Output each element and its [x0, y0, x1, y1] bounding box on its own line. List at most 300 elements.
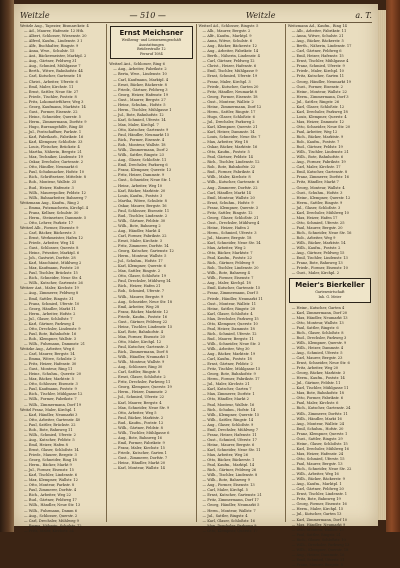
directory-column-2: [106, 24, 195, 522]
directory-entry: — Herm., Monteur, Wallstr. 5: [113, 254, 167, 259]
directory-entry: — Aug., Bäcker, Bäckerstr. 12: [202, 44, 257, 49]
directory-entry: — Anna, Wwe., Schulstr. 15: [24, 49, 75, 54]
directory-entry: — Gust., Zimmerer, Dorfstr. 7: [113, 456, 168, 461]
directory-entry: — Rob., Schmied, Uferstr. 7: [113, 289, 165, 294]
directory-entry: — Emma, Witwe, Schulstr. 2: [24, 357, 76, 362]
directory-entry: — Otto, Händler, Markt 2: [202, 397, 249, 402]
directory-entry: — Wilh., Maurerpolier, Feldstr. 12: [24, 190, 86, 195]
directory-entry: — Karl, Tischler, Lindenstr. 6: [24, 473, 78, 478]
directory-entry: — Paul, Maurer, Bergstr. 20: [291, 225, 343, 230]
directory-entry: — Karl, Tischler, Mühlgasse 11: [291, 386, 349, 391]
directory-entry: — Herm., Zimmermann, Dorfstr. 9: [24, 119, 87, 124]
directory-entry: — Wilh., Zimmermann, Dorf 19: [24, 402, 81, 407]
directory-entry: — Ernst, Schmied, Uferstr. 19: [202, 74, 258, 79]
directory-entry: — Emil, Heizer, Hafenstr. 15: [291, 54, 344, 59]
directory-entry: — Anna, Witwe, Schulstr. 6: [202, 39, 253, 44]
directory-entry: — Rob., Bote, Bahnhofstr. 22: [202, 165, 256, 170]
directory-entry: — Fritz, Lokomotivführer, Weg 3: [24, 99, 84, 104]
directory-entry: — Rob., Bote, Bahnweg 11: [24, 427, 73, 432]
directory-entry: — Wilh., Klempner, Querstr. 15: [202, 412, 260, 417]
directory-entry: — Karl, Bote, Bahnhofstr. 4: [113, 329, 164, 334]
directory-entry: — Karl, Schmied, Uferstr. 14: [113, 117, 166, 122]
ad-title: Meier's Bierkeller: [295, 281, 365, 290]
header-corner: a. T.: [355, 10, 372, 20]
advertisement-meichsner: [110, 26, 192, 59]
directory-entry: — Ernst, Kutscher, Gartenstr. 21: [202, 493, 262, 498]
directory-entry: — Wilh., Tischler, Lindenstr. 21: [291, 150, 349, 155]
directory-entry: — Emil, Arbeiter, Weg 28: [113, 304, 160, 309]
book-binding-right: [386, 0, 400, 532]
directory-entry: — Karl, Maschinist, Mühlweg 2: [24, 261, 82, 266]
directory-entry: — Otto, Schneider, Neue Str. 20: [291, 124, 351, 129]
directory-entry: — Paul, Kaufm., Marktpl. 14: [202, 463, 255, 468]
directory-entry: — Gust., Former, Eisenstr. 22: [24, 109, 78, 114]
directory-entry: — Fritz, Arbeiter, Weg 20: [291, 366, 339, 371]
directory-entry: — Aug., Gärtner, Feldweg 31: [24, 59, 77, 64]
directory-entry: — Berth., Näherin, Lindenstr. 17: [291, 44, 352, 49]
directory-entry: — Ernst, Gärtner, Feldstr. 2: [202, 362, 253, 367]
directory-entry: — Heinr., Tischler, Lindenstr. 15: [113, 324, 173, 329]
directory-entry: — Herm., Monteur, Wallstr. 7: [202, 508, 256, 513]
directory-entry: — Carl, Gärtner, Feldweg 6: [291, 49, 342, 54]
directory-entry: — Gust., Sattler, Ringstr. 29: [291, 436, 343, 441]
directory-entry: — Georg, Heizer, Hafenstr. 19: [113, 92, 169, 97]
directory-entry: — Rud., Maurer, Bergstr. 11: [202, 336, 254, 341]
directory-entry: — Emil, Monteur, Wallstr. 20: [202, 195, 255, 200]
directory-entry: — Paul, Zimmerer, Dorfstr. 4: [24, 488, 77, 493]
directory-entry: — Fritz, Bote, Bahnweg 19: [291, 497, 341, 502]
directory-entry: — Georg, Monteur, Wallstr. 4: [291, 185, 345, 190]
directory-entry: — Max, Sattler, Ringstr. 2: [113, 269, 161, 274]
directory-entry: — Ernst, Schuhm., Hofstr. 9: [202, 200, 254, 205]
directory-entry: — Wilh., Zimmermann, Dorf 2: [113, 148, 168, 153]
directory-entry: — Rob., Monteur, Wallstr. 25: [24, 180, 77, 185]
directory-entry: — Emil, Drechsler, Parkweg 6: [113, 163, 168, 168]
directory-entry: — Max, Kaufmann, Poststr. 20: [24, 266, 79, 271]
directory-entry: — Rud., Former, Fabrikstr. 4: [202, 170, 255, 175]
directory-entry: — Karl, Kutscher, Garten 7: [202, 387, 252, 392]
directory-entry: — Paul, Gärtner, Feldstr. 14: [202, 155, 253, 160]
directory-entry: — Jul., Bote, Bahnhofstr. 12: [113, 112, 164, 117]
directory-entry: — Gust., Monteur, Wallstr. 11: [202, 301, 257, 306]
directory-entry: — Karl, Glaser, Schloßstr. 4: [202, 311, 253, 316]
directory-entry: — Hugo, Glaser, Schloßstr. 6: [202, 114, 255, 119]
directory-entry: — Paul, Händler, Neumarkt 15: [113, 133, 170, 138]
directory-entry: — Ernst, Maler, Kirchstr. 3: [113, 239, 162, 244]
directory-entry: — Herm., Schmied, Uferstr. 3: [202, 230, 257, 235]
directory-entry: — Friedr., Kutscher, Garten 1: [113, 450, 167, 455]
directory-entry: — Heinr., Maurer, Bergstr. 6: [202, 442, 255, 447]
directory-entry: — Otto, Bäcker, Bäckerstr. 1: [202, 458, 255, 463]
directory-entry: — Heinr., Schuhm., Hofstr. 5: [113, 102, 166, 107]
directory-entry: — Max, Drechsler, Parkweg 9: [202, 523, 257, 528]
directory-entry: — Friedr., Händler, Neumarkt 11: [202, 296, 263, 301]
directory-entry: — Aug., Gärtner, Feldweg 15: [291, 251, 345, 256]
directory-entry: — Emil, Former, Fabrikstr. 9: [113, 440, 165, 445]
directory-entry: — Otto, Klempner, Querstr. 17: [202, 528, 258, 533]
directory-entry: — Franz, Heizer, Hafenstr. 11: [202, 432, 257, 437]
directory-entry: — Carl, Maler, Kirchpl. 5: [202, 488, 248, 493]
directory-entry: — Wilh., Bäcker, Marktstr. 14: [291, 241, 346, 246]
directory-entry: — Friedr., Maurer, Bergstr. 3: [24, 452, 77, 457]
directory-entry: — Karl, Gärtner, Parkweg 4: [24, 321, 75, 326]
directory-entry: — Georg, Händler, Neumarkt 5: [202, 503, 260, 508]
ad-title: Ernst Meichsner: [119, 29, 184, 37]
page-number: — 510 —: [129, 10, 166, 20]
directory-entry: — Paul, Sattler, Ringstr. 6: [291, 325, 339, 330]
directory-entry: — Rich., Arbeiter, Weg 22: [24, 493, 71, 498]
directory-entry: — Otto, Händler, Neumarkt 6: [24, 165, 78, 170]
directory-entry: — Carl, Kaufmann, Marktpl. 4: [113, 77, 169, 82]
directory-entry: — Karl, Zimmermann, Dorf 10: [291, 517, 348, 522]
directory-entry: — Alb., Maurer, Bergstr. 2: [202, 29, 251, 34]
directory-entry: — Karl, Drechsler, Parkweg 18: [291, 109, 348, 114]
directory-entry: — Max, Händler, Neumarkt 9: [291, 522, 346, 527]
directory-entry: — Heinr., Zimmermann, Dorf 12: [202, 104, 262, 109]
directory-entry: — Aug., Glaser, Schloßstr. 11: [113, 158, 167, 163]
ad-line: Weißzeug- und Leinwarengeschäft: [121, 38, 182, 42]
directory-entry: — Rich., Bäcker, Marktstr. 9: [291, 135, 344, 140]
directory-entry: — Georg, Kutscher, Gartenstr. 12: [113, 249, 174, 254]
directory-entry: — Otto, Former, Fabrikstr. 6: [291, 396, 344, 401]
directory-entry: — Martha, Witwe, Schulstr. 8: [113, 198, 167, 203]
directory-entry: Weitzel Ad., Schlosser, Ringstr. 5: [198, 24, 259, 28]
directory-entry: — Heinr., Arbeiter, Weg 10: [113, 183, 163, 188]
directory-entry: — Jul., Drechsler, Parkweg 2: [202, 119, 255, 124]
directory-entry: — Karl, Glaser, Schloßstr. 12: [291, 104, 345, 109]
directory-entry: — Heinr., Kutscher, Garten 4: [291, 305, 345, 310]
directory-entry: — Rich., Schneider, Neue Str. 4: [24, 276, 82, 281]
directory-entry: — Max, Heizer, Hafenstr. 24: [291, 451, 344, 456]
directory-entry: — Rich., Tischler, Lindenstr. 12: [202, 160, 260, 165]
directory-entry: Weitzmann Aug., Kaufm., Ring 2: [20, 200, 80, 205]
directory-entry: — Ernst, Tischler, Lindenstr. 1: [291, 492, 348, 497]
directory-entry: — Otto, Glaser, Schloßstr. 19: [113, 274, 166, 279]
directory-entry: — Max, Former, Eisenstr. 20: [113, 334, 165, 339]
directory-entry: — Wilh., Tischler, Mühlgasse 6: [113, 430, 170, 435]
directory-entry: — Karl, Fabrikarb., Fabrikstr. 16: [24, 135, 84, 140]
page-header: [20, 8, 372, 23]
directory-entry: Weitzel Ant., Schlosser, Ring 6: [109, 62, 165, 67]
directory-entry: — Max, Schneider, Neue Str. 9: [113, 405, 170, 410]
directory-entry: — Rob., Klempner, Wallstr. 3: [24, 336, 77, 341]
directory-entry: — Ad., Maurer, Hafenstr. 12 Hth.: [24, 29, 85, 34]
directory-entry: — Carl, Gärtner, Feldweg 20: [291, 487, 344, 492]
directory-entry: — Wilh., Maler, Kirchstr. 8: [202, 175, 251, 180]
directory-entry: — Jul., Glaser, Schloßstr. 7: [24, 316, 73, 321]
directory-entry: — Franz, Maurer, Bergstr. 8: [291, 562, 343, 567]
directory-entry: — Max, Heizer, Hafen 17: [291, 215, 338, 220]
directory-entry: — Heinr., Heizer, Hafen 2: [202, 225, 250, 230]
directory-entry: Weitzke Aug., Arbeiter, Weg 6: [20, 347, 75, 351]
directory-entry: — Jul., Maler, Kirchstr. 21: [202, 382, 250, 387]
directory-entry: — Heinr., Klempner, Querstr. 12: [291, 195, 351, 200]
directory-entry: — Georg, Händler, Neumarkt 19: [291, 79, 351, 84]
directory-entry: — Otto, Schmied, Uferstr. 25: [291, 220, 345, 225]
directory-entry: — Karl, Händler, Neumarkt 3: [24, 412, 78, 417]
directory-entry: — Fritz, Heizer, Dammstr. 9: [113, 173, 165, 178]
directory-entry: — Georg, Händler, Markt 11: [24, 306, 76, 311]
directory-entry: — Emil, Drechsler, Mühlweg 7: [202, 427, 259, 432]
directory-entry: — Rud., Gärtner, Feldweg 17: [24, 498, 77, 503]
directory-entry: — Karl, Monteur, Wallstr. 14: [113, 466, 165, 471]
directory-entry: — Herm., Kaufm., Poststr. 14: [291, 376, 345, 381]
directory-entry: — Wilh., Bote, Bahnweg 9: [202, 478, 250, 483]
directory-entry: — Wilh., Maurer, Bergstr. 9: [113, 294, 164, 299]
directory-column-4: [285, 24, 374, 567]
directory-entry: — Franz, Zimmermann, Dorf 5: [202, 291, 259, 296]
directory-entry: — Ernst, Werkmeister, Hafen 12: [24, 235, 83, 240]
directory-entry: — Heinr., Privatier, Marktpl. 6: [24, 251, 80, 256]
directory-entry: — Fritz, Zimmerer, Dorfstr. 14: [113, 244, 169, 249]
directory-entry: — Wilh., Arbeiter, Weg 30: [202, 347, 250, 351]
ad-line: Inh. G. Meier: [318, 294, 342, 299]
directory-entry: — Georg, Glaser, Schloßstr. 21: [202, 215, 259, 220]
directory-entry: — Herm., Heizer, Dammstr. 2: [113, 390, 167, 395]
directory-entry: — Gust., Schmied, Uferstr. 17: [202, 437, 257, 442]
directory-entry: — Georg, Schneider, Ring 18: [24, 458, 77, 463]
directory-entry: — Rob., Kaufm., Poststr. 7: [291, 140, 340, 145]
directory-entry: — Jul., Glaser, Schloßstr. 3: [291, 205, 341, 210]
directory-entry: — Jul., Maurer, Bergstr. 18: [202, 235, 252, 240]
directory-entry: — Emma, Näherin, Schulstr. 12: [24, 523, 82, 528]
directory-entry: — Louis, Kaufm., Poststr. 3: [113, 193, 163, 198]
directory-entry: — Paul, Maurer, Bergstr. 13: [291, 461, 343, 466]
directory-entry: — Paul, Kutscher, Gartenstr. 3: [113, 345, 169, 349]
directory-entry: — Wilh., Arbeiter, Weg 16: [291, 472, 339, 477]
directory-columns: [18, 24, 374, 567]
directory-entry: — Max, Zimmerer, Dorfstr. 1: [202, 392, 255, 397]
directory-entry: — Wilh., Klempner, Querstr. 18: [291, 547, 349, 552]
directory-entry: — Rud., Kaufm., Poststr. 12: [113, 420, 164, 425]
directory-entry: — Oskar, Maurer, Bergstr. 16: [113, 203, 167, 208]
directory-entry: — Friedr., Arbeiter, Weg 14: [24, 241, 74, 246]
directory-entry: — Karl, Schneider, Neue Str. 11: [202, 447, 261, 452]
directory-entry: — Wilh., Former, Fabrikstr. 7: [24, 397, 77, 402]
directory-entry: — Max, Arbeiter, Weg 26: [202, 452, 248, 457]
directory-entry: — Rich., Schriftsetzer, Mittelstr. 8: [24, 175, 86, 180]
directory-entry: — Ernst, Glaser, Schloßstr. 2: [113, 375, 166, 380]
directory-entry: — Emil, Heizer, Hafen 8: [24, 442, 68, 447]
directory-entry: — Carl, Gärtner, Feldweg 12: [202, 59, 255, 64]
directory-entry: — Paul, Arbeiter, Weg 12: [291, 129, 338, 134]
directory-entry: — Max, Maler, Kirchpl. 7: [113, 122, 159, 127]
directory-entry: — Aug., Arbeiter, Fabrikstr. 2: [113, 67, 167, 72]
directory-entry: — Paul, Schlosser, Eisenstr. 11: [113, 208, 170, 213]
directory-entry: — Aug., Schlosser, Ring 30: [113, 365, 163, 370]
directory-entry: — Aug., Schmied, Uferstr. 5: [291, 350, 343, 355]
directory-entry: — Max, Bäcker, Marktstr. 5: [24, 377, 74, 382]
directory-entry: — Wilh., Gärtner, Feldstr. 30: [113, 218, 166, 223]
directory-entry: — Wilh., Händler, Markt 16: [291, 416, 342, 421]
directory-entry: — Georg, Kaufmann, Marktstr. 14: [24, 104, 86, 109]
directory-entry: — Wilh., Former, Eisenstr. 7: [202, 276, 254, 281]
directory-entry: — Fritz, Händler, Markt 7: [291, 180, 339, 185]
directory-entry: — Rud., Heizer, Hafenstr. 3: [24, 185, 74, 190]
directory-entry: — Carl, Drechsler, Mühlweg 9: [24, 518, 79, 523]
directory-entry: — Aug., Zimmerer, Dorfstr. 22: [202, 185, 258, 190]
directory-entry: — Ernst, Tischler, Mühlgasse 4: [291, 59, 349, 64]
directory-entry: — Karl, Drechsler, Mühlweg 10: [291, 210, 349, 215]
directory-entry: — Aug., Monteur, Wallstr. 24: [291, 421, 345, 426]
directory-entry: — Wilh., Bäcker, Bäckerstr. 9: [291, 477, 345, 482]
directory-entry: — Carl, Bäcker, Bäckerstr. 3: [24, 230, 76, 235]
directory-entry: Weitzel Alb., Former, Eisenstr. 9: [20, 225, 79, 230]
directory-entry: — Rud., Drechsler, Parkweg 3: [291, 335, 347, 340]
directory-entry: — Franz, Schmied, Uferstr. 9: [291, 64, 345, 69]
directory-entry: — Otto, Monteur, Wallstr. 19: [291, 527, 344, 532]
directory-entry: — Paul, Drechsler, Mühlweg 14: [113, 279, 171, 284]
directory-entry: — Paul, Bote, Bahnhofstr. 16: [24, 331, 77, 336]
directory-entry: — Alfred, Kaufm., Lindenstr. 3 I: [24, 39, 82, 44]
directory-entry: — Carl, Kutscher, Gartenstr. 18: [24, 74, 82, 79]
directory-entry: — Jul., Schuhm., Hofstr. 17: [113, 259, 163, 264]
directory-entry: — Gust., Schuhm., Hofstr. 3: [291, 190, 343, 195]
directory-entry: — Otto, Bäcker, Marktstr. 7: [202, 251, 253, 256]
ad-line: Brüderstraße 12: [137, 47, 166, 52]
directory-entry: — Alfr., Buchhalter, Ringstr. 9: [24, 44, 79, 49]
directory-entry: — Paul, Tischler, Brückstr. 15: [24, 271, 78, 276]
directory-entry: — Emil, Schuhm., Hofstr. 20: [291, 426, 344, 431]
directory-entry: — Friedr., Maler, Kirchpl. 10: [291, 69, 344, 74]
directory-entry: — Gust., Monteur, Ring 11: [24, 367, 73, 372]
directory-entry: — Berta, Wwe., Lindenstr. 10: [113, 72, 167, 77]
directory-entry: — Louis, Schneider, Neue Str. 7: [202, 135, 261, 140]
directory-entry: — Otto, Kutscher, Gartenstr. 9: [113, 127, 169, 132]
directory-entry: — Alb., Arbeiter, Fabrikstr. 11: [291, 29, 347, 34]
directory-entry: — Friedr., Tischler, Poststr. 8: [24, 94, 77, 99]
directory-entry: — Fritz, Maler, Kirchstr. 24: [24, 528, 74, 533]
directory-entry: — Rich., Gärtner, Feldweg 9: [202, 261, 254, 266]
directory-entry: — Rob., Arbeiter, Weg 9: [291, 235, 336, 240]
directory-entry: — Georg, Bote, Bahnhofstr. 9: [202, 372, 256, 377]
directory-entry: — Ernst, Sattler, Neue Str. 27: [24, 89, 79, 94]
directory-entry: — Martha, Näherin, Bergstr. 21: [24, 150, 82, 155]
directory-entry: — Berth., Näherin, Lindenstr. 4: [202, 54, 260, 59]
directory-entry: — Otto, Monteur, Wallstr. 13: [291, 320, 344, 325]
directory-entry: — Emil, Sattler, Ringstr. 31: [24, 296, 74, 301]
directory-entry: — Carl, Sattler, Ringstr. 8: [113, 370, 161, 375]
directory-entry: — Rich., Zimmermann, Dorf 8: [113, 350, 168, 355]
directory-entry: — Fritz, Sattler, Ringstr. 12: [202, 210, 253, 215]
directory-entry: — Herm., Tischler, Mühlgasse 1: [113, 107, 172, 112]
directory-entry: — Georg, Former, Eisenstr. 16: [291, 502, 347, 507]
directory-entry: — Herm., Bäcker, Markt 9: [24, 463, 72, 468]
directory-entry: — Franz, Kellner, Schulstr. 30: [24, 210, 79, 215]
directory-entry: — Paul, Bäcker, Marktstr. 2: [113, 415, 164, 420]
directory-entry: — Wilh., Kutscher, Gartenstr. 26: [24, 281, 83, 286]
directory-entry: — Max, Techniker, Lindenstr. 19: [24, 155, 83, 160]
directory-column-3: [196, 24, 285, 533]
directory-entry: — Gust., Maurer, Bergstr. 27: [113, 97, 166, 102]
directory-entry: — Oskar, Drechsler, Gartenstr. 2: [24, 160, 84, 165]
directory-entry: — Karl, Maurer, Bergstr. 4: [113, 400, 162, 405]
directory-entry: — Heinr., Schuhm., Querstr. 20: [24, 372, 82, 377]
directory-entry: — Emil, Schmied, Uferstr. 21: [291, 557, 345, 562]
directory-entry: — Wilh., Tischler, Lindenstr. 8: [202, 473, 258, 478]
directory-entry: — Wilh., Fuhrmann, Dammstr. 21: [24, 341, 86, 346]
directory-entry: — Max, Drechsler, Parkweg 15: [202, 316, 259, 321]
directory-entry: — Friedr., Kaufm., Poststr. 16: [113, 314, 168, 319]
directory-entry: — Franz, Klempner, Querstr. 3: [202, 205, 259, 210]
directory-entry: — Karl, Bäcker, Marktstr. 20: [113, 188, 166, 193]
directory-entry: — Jul., Sattler, Ringstr. 26: [291, 99, 340, 104]
book-binding-left: [0, 0, 14, 532]
directory-entry: — Wilh., Bote, Bahnweg 2: [113, 223, 161, 228]
directory-entry: — Rich., Kutscher, Gartenstr. 24: [291, 406, 351, 411]
directory-entry: — Rob., Tischler, Lindenstr. 20: [202, 266, 259, 271]
directory-entry: — Paul, Maler, Kirchstr. 6: [291, 401, 339, 406]
directory-entry: — Aug., Bäcker, Bäckerstr. 5: [291, 39, 344, 44]
directory-entry: — Jul., Gärtner, Feldstr. 11: [291, 381, 341, 386]
directory-entry: — Carl, Kaufm., Poststr. 18: [202, 357, 252, 362]
directory-entry: — Paul, Sattler, Ringstr. 21: [291, 532, 341, 537]
directory-entry: — Rich., Heizer, Hafen 21: [113, 284, 161, 289]
directory-entry: — Carl, Maurer, Bergstr. 14: [24, 352, 75, 357]
directory-entry: — Wilh., Bote, Bahnweg 4: [202, 271, 250, 276]
directory-entry: — Gust., Gärtner, Feldweg 22: [113, 319, 168, 324]
header-right-keyword: Weitzle: [245, 10, 276, 20]
directory-entry: — Joh., Gastwirt, Dorfstr. 28: [24, 256, 76, 261]
directory-entry: — Georg, Former, Eisenstr. 18: [202, 94, 258, 99]
directory-entry: — Jul., Schmied, Uferstr. 22: [113, 395, 165, 400]
ad-line: Gartenwirtschaft: [315, 290, 345, 295]
directory-entry: — Paul, Heizer, Dammstr. 18: [202, 326, 255, 331]
directory-entry: — Otto, Maler, Kirchpl. 12: [113, 339, 162, 344]
directory-entry: — Otto, Drechsler, Lindenstr. 9: [24, 326, 81, 331]
directory-entry: — Wilh., Zimmerer, Dorfstr. 11: [291, 411, 348, 416]
directory-entry: — Heinr., Glaser, Schloßstr. 15: [291, 441, 348, 446]
directory-entry: — Max, Bote, Bahnhofstr. 18: [291, 391, 344, 396]
directory-entry: — Rich., Gärtner, Feldweg 26: [202, 468, 257, 473]
directory-entry: — Otto, Arbeiter, Weg 5: [113, 410, 157, 415]
directory-entry: — Wilh., Gärtner, Feldstr. 8: [113, 425, 163, 430]
directory-entry: — Karl, Schneider, Neue Str. 14: [202, 241, 261, 246]
directory-entry: — Wilh., Monteur, Wallstr. 9: [113, 360, 165, 365]
header-left-keyword: Weitzle: [20, 10, 50, 20]
directory-entry: — Aug., Arbeiter, Fabrikstr. 14: [202, 49, 259, 54]
directory-entry: — Christ., Heizer, Hafenstr. 6: [202, 64, 257, 69]
directory-entry: — Karl, Drechsler, Mühlweg 16: [291, 446, 349, 451]
directory-entry: — Emil, Kutscher, Gartenstr. 8: [291, 170, 348, 175]
directory-entry: — Aug., Heizer, Dammstr. 16: [291, 552, 345, 557]
directory-entry: — Heinr., Schneider, Querstr. 5: [24, 114, 81, 119]
directory-entry: — Aug., Bote, Bahnweg 16: [113, 435, 162, 440]
directory-entry: — Otto, Schlosser, Eisenstr. 3: [24, 382, 78, 387]
directory-entry: — Fritz, Heizer, Hafenstr. 30: [24, 362, 77, 367]
directory-entry: — Franz, Klempner, Querstr. 1: [291, 431, 348, 436]
directory-entry: — Gust., Maler, Kirchpl. 2: [291, 271, 339, 276]
directory-entry: — Carl, Händler, Markt 14: [202, 190, 251, 195]
directory-entry: — Louis, Klempner, Querstr. 4: [291, 114, 347, 119]
directory-entry: — Max, Arbeiter, Weg 2: [202, 246, 246, 251]
directory-entry: — Rich., Former, Eisenstr. 4: [113, 138, 165, 143]
directory-entry: — Hugo, Bureaugehilfe, Ring 40: [24, 124, 84, 129]
directory-entry: — Paul, Kaufm., Poststr. 22: [202, 256, 252, 261]
directory-entry: — Otto, Kaufm., Poststr. 5: [202, 150, 250, 155]
directory-entry: — Fritz, Kutscher, Garten 11: [291, 74, 345, 79]
directory-entry: — Max, Arbeiter, Weg 18: [202, 140, 248, 145]
directory-entry: — Fritz, Drechsler, Parkweg 11: [113, 380, 171, 385]
directory-entry: — Herm., Zimmermann, Dorf 3: [291, 94, 349, 99]
directory-entry: — Karl, Klempner, Querstr. 21: [202, 124, 258, 129]
directory-entry: — Karl, Klempner, Schloßstr. 33: [24, 140, 83, 145]
directory-entry: — Otto, Arbeiter, Gartenstr. 40: [24, 417, 81, 422]
directory-entry: — Emil, Tischler, Mühlgasse 9: [202, 69, 258, 74]
directory-entry: — Aug., Former, Fabrikstr. 19: [291, 160, 346, 165]
directory-entry: — Aug., Bäcker, Marktstr. 19: [202, 352, 256, 357]
directory-entry: — Ernst, Glaser, Schloßstr. 14: [24, 447, 79, 452]
